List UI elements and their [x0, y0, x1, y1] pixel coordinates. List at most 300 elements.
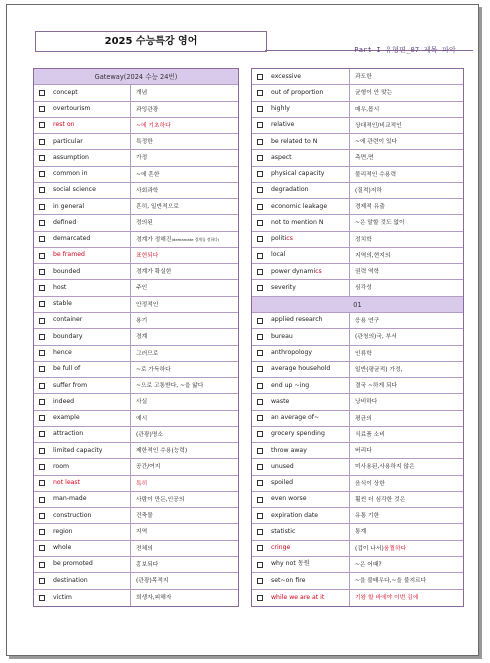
korean-meaning-cell: [131, 590, 171, 606]
english-term: attraction: [53, 430, 84, 438]
right-table-row: [252, 85, 463, 101]
korean-meaning-cell: [131, 573, 169, 588]
checkbox-icon[interactable]: [39, 578, 45, 584]
checkbox-icon[interactable]: [39, 497, 45, 503]
korean-meaning: 정의된: [136, 220, 153, 227]
checkbox-icon[interactable]: [257, 480, 263, 486]
checkbox-icon[interactable]: [257, 350, 263, 356]
english-term-cell: [34, 459, 131, 474]
korean-meaning: 식료품 소비: [355, 431, 385, 438]
highlight-text: cs: [286, 235, 293, 243]
left-table-row: [34, 150, 238, 166]
english-term: economic leakage: [271, 202, 328, 210]
left-table-row: [34, 167, 238, 183]
korean-meaning: 측면,면: [355, 155, 374, 162]
checkbox-icon[interactable]: [257, 74, 263, 80]
vocab-table-right: [251, 68, 464, 607]
left-table-row: [34, 102, 238, 118]
english-term-cell: [34, 541, 131, 556]
checkbox-icon[interactable]: [39, 155, 45, 161]
english-term: concept: [53, 88, 78, 96]
checkbox-icon[interactable]: [39, 529, 45, 535]
english-term-cell: [252, 167, 350, 182]
korean-meaning-cell: [350, 248, 390, 263]
english-term: why not 동원: [271, 560, 310, 568]
korean-meaning-cell: [350, 264, 379, 279]
korean-meaning-cell: [131, 280, 147, 295]
english-term-cell: [252, 264, 350, 279]
english-term-cell: [252, 85, 350, 100]
checkbox-icon[interactable]: [39, 431, 45, 437]
korean-meaning-cell: [131, 394, 147, 409]
checkbox-icon[interactable]: [257, 448, 263, 454]
korean-meaning-cell: [131, 329, 147, 344]
korean-meaning-cell: [350, 378, 397, 393]
korean-meaning: 희생자,피해자: [136, 594, 172, 601]
korean-meaning-cell: [350, 573, 426, 588]
korean-meaning: 가정: [136, 155, 148, 162]
left-table-row: [34, 183, 238, 199]
checkbox-icon[interactable]: [257, 415, 263, 421]
english-term: example: [53, 414, 80, 422]
part-label: Part I 유형편_07 제목 파악: [354, 46, 456, 54]
english-term: excessive: [271, 72, 302, 80]
english-term: anthropology: [271, 349, 313, 357]
checkbox-icon[interactable]: [39, 513, 45, 519]
english-term-cell: [34, 524, 131, 539]
checkbox-icon[interactable]: [39, 448, 45, 454]
right-table-row: [252, 459, 463, 475]
highlight-text: cs: [315, 267, 322, 275]
english-term: while we are at it: [271, 593, 325, 601]
english-term-cell: [252, 590, 350, 606]
checkbox-icon[interactable]: [257, 595, 263, 601]
korean-meaning: 유통 기한: [355, 513, 380, 520]
korean-meaning: 응용 연구: [355, 317, 380, 324]
english-term-cell: [34, 232, 131, 247]
korean-meaning: 경제적 유출: [355, 204, 385, 211]
english-term: applied research: [271, 316, 323, 324]
korean-meaning-cell: [350, 183, 382, 198]
english-term: power dynamics: [271, 267, 322, 275]
checkbox-icon[interactable]: [257, 269, 263, 275]
korean-meaning: 건축물: [136, 513, 153, 520]
checkbox-icon[interactable]: [257, 122, 263, 128]
english-term-cell: [252, 199, 350, 214]
english-term: spoiled: [271, 479, 294, 487]
right-table-row: [252, 215, 463, 231]
korean-meaning: 전체의: [136, 545, 153, 552]
korean-meaning-cell: [350, 313, 379, 328]
korean-meaning: ~에 흔한: [136, 171, 160, 178]
korean-meaning: 버리다: [355, 448, 372, 455]
english-term-cell: [34, 346, 131, 361]
highlight-text: 움찔하다: [383, 545, 407, 552]
checkbox-icon[interactable]: [39, 350, 45, 356]
korean-meaning: 사람이 만든,인공의: [136, 496, 185, 503]
vocab-table-left: [33, 68, 239, 607]
english-term-cell: [34, 102, 131, 117]
english-term: aspect: [271, 153, 292, 161]
english-term: throw away: [271, 446, 307, 454]
right-table-row: [252, 280, 463, 296]
right-table-row: [252, 329, 463, 345]
korean-meaning-cell: [131, 232, 219, 247]
english-term-cell: [34, 362, 131, 377]
checkbox-icon[interactable]: [257, 578, 263, 584]
korean-meaning-cell: [131, 248, 158, 263]
korean-meaning-cell: [131, 134, 153, 149]
korean-meaning-cell: [350, 411, 372, 426]
checkbox-icon[interactable]: [39, 480, 45, 486]
checkbox-icon[interactable]: [257, 253, 263, 259]
korean-meaning-cell: [131, 492, 184, 507]
korean-meaning: 권력 역학: [355, 269, 380, 276]
english-term: whole: [53, 544, 72, 552]
left-table-row: [34, 313, 238, 329]
korean-meaning-cell: [350, 134, 397, 149]
checkbox-icon[interactable]: [257, 334, 263, 340]
english-term: suffer from: [53, 381, 88, 389]
english-term: social science: [53, 186, 96, 194]
english-term: in general: [53, 202, 85, 210]
korean-meaning-cell: [350, 443, 372, 458]
left-table-row: [34, 508, 238, 524]
korean-meaning: ~은 어때?: [355, 561, 382, 568]
korean-meaning: 통계: [355, 529, 367, 536]
english-term-cell: [34, 492, 131, 507]
right-table-row: [252, 362, 463, 378]
english-term: not least: [53, 479, 81, 487]
korean-meaning: (관청의)국, 부서: [355, 334, 397, 341]
english-term: bureau: [271, 332, 293, 340]
checkbox-icon[interactable]: [39, 334, 45, 340]
checkbox-icon[interactable]: [257, 106, 263, 112]
checkbox-icon[interactable]: [39, 187, 45, 193]
korean-meaning: 심각성: [355, 285, 372, 292]
korean-meaning-cell: [131, 411, 147, 426]
korean-meaning-cell: [131, 378, 203, 393]
english-term: local: [271, 251, 286, 259]
english-term: unused: [271, 462, 294, 470]
checkbox-icon[interactable]: [39, 318, 45, 324]
table-header-01: 01: [252, 297, 463, 313]
korean-meaning-cell: [350, 508, 379, 523]
checkbox-icon[interactable]: [39, 301, 45, 307]
checkbox-icon[interactable]: [257, 366, 263, 372]
english-term: indeed: [53, 397, 75, 405]
korean-meaning: 특히: [136, 480, 148, 487]
english-term-cell: [34, 280, 131, 295]
english-term: assumption: [53, 153, 89, 161]
english-term-cell: [252, 69, 350, 84]
english-term-cell: [34, 134, 131, 149]
korean-meaning-cell: [350, 459, 415, 474]
right-table-row: [252, 378, 463, 394]
english-term-cell: [252, 411, 350, 426]
korean-meaning-cell: [131, 102, 158, 117]
korean-meaning-cell: [131, 167, 160, 182]
korean-meaning: 경계: [136, 334, 148, 341]
checkbox-icon[interactable]: [39, 220, 45, 226]
right-table-row: [252, 443, 463, 459]
right-table-row: [252, 118, 463, 134]
right-table-row: [252, 557, 463, 573]
english-term: even worse: [271, 495, 307, 503]
korean-meaning-cell: [131, 524, 147, 539]
right-table-row: [252, 102, 463, 118]
checkbox-icon[interactable]: [257, 513, 263, 519]
english-term-cell: [252, 508, 350, 523]
korean-meaning: 그러므로: [136, 350, 159, 357]
checkbox-icon[interactable]: [257, 399, 263, 405]
korean-meaning: 개념: [136, 90, 148, 97]
left-table-row: [34, 394, 238, 410]
checkbox-icon[interactable]: [257, 139, 263, 145]
left-table-row: [34, 346, 238, 362]
table-header-gateway: Gateway(2024 수능 24번): [34, 69, 238, 85]
korean-meaning-cell: [350, 590, 418, 606]
english-term: particular: [53, 137, 83, 145]
english-term: overtourism: [53, 105, 91, 113]
english-term-cell: [252, 102, 350, 117]
page-title: 2025 수능특강 영어: [35, 31, 267, 52]
english-term-cell: [34, 199, 131, 214]
english-term-cell: [34, 378, 131, 393]
checkbox-icon[interactable]: [257, 383, 263, 389]
checkbox-icon[interactable]: [257, 529, 263, 535]
english-term-cell: [252, 443, 350, 458]
korean-meaning-cell: [350, 199, 385, 214]
english-term: not to mention N: [271, 218, 324, 226]
korean-meaning: 흔히, 일반적으로: [136, 204, 179, 211]
english-term-cell: [34, 411, 131, 426]
korean-meaning-cell: [350, 232, 372, 247]
checkbox-icon[interactable]: [39, 139, 45, 145]
checkbox-icon[interactable]: [257, 171, 263, 177]
korean-meaning: 지역의,현지의: [355, 252, 391, 259]
checkbox-icon[interactable]: [257, 318, 263, 324]
english-term-cell: [252, 524, 350, 539]
checkbox-icon[interactable]: [39, 90, 45, 96]
checkbox-icon[interactable]: [257, 431, 263, 437]
right-table-row: [252, 411, 463, 427]
korean-meaning-cell: [131, 508, 153, 523]
korean-meaning: 음식이 상한: [355, 480, 385, 487]
right-table-row: [252, 167, 463, 183]
right-table-row: [252, 492, 463, 508]
english-term-cell: [252, 232, 350, 247]
korean-meaning-cell: [131, 215, 153, 230]
checkbox-icon[interactable]: [39, 545, 45, 551]
english-term-cell: [34, 215, 131, 230]
checkbox-icon[interactable]: [39, 366, 45, 372]
right-table-row: [252, 264, 463, 280]
left-table-row: [34, 248, 238, 264]
english-term: politics: [271, 235, 293, 243]
checkbox-icon[interactable]: [39, 204, 45, 210]
english-term: destination: [53, 576, 88, 584]
english-term-cell: [252, 280, 350, 295]
korean-meaning-cell: [350, 69, 372, 84]
korean-meaning: 특정한: [136, 139, 153, 146]
korean-meaning: 사회과학: [136, 187, 159, 194]
english-term-cell: [252, 541, 350, 556]
korean-meaning: 예시: [136, 415, 148, 422]
english-term: grocery spending: [271, 430, 325, 438]
korean-meaning-cell: [350, 476, 385, 491]
korean-meaning-cell: [131, 557, 158, 572]
left-table-row: [34, 118, 238, 134]
right-table-row: [252, 541, 463, 557]
checkbox-icon[interactable]: [257, 497, 263, 503]
checkbox-icon[interactable]: [39, 106, 45, 112]
korean-meaning: 상대적인/비교적인: [355, 122, 402, 129]
left-table-row: [34, 557, 238, 573]
checkbox-icon[interactable]: [39, 595, 45, 601]
english-term-cell: [252, 215, 350, 230]
right-table-row: [252, 183, 463, 199]
left-table-row: [34, 476, 238, 492]
checkbox-icon[interactable]: [257, 204, 263, 210]
left-table-row: [34, 215, 238, 231]
korean-meaning: 훨씬 더 심각한 것은: [355, 496, 406, 503]
checkbox-icon[interactable]: [39, 171, 45, 177]
korean-note: (demarcate 경계를 정하다): [171, 236, 220, 242]
english-term: demarcated: [53, 235, 91, 243]
korean-meaning-cell: [350, 280, 372, 295]
korean-meaning-cell: [131, 264, 171, 279]
english-term: defined: [53, 218, 77, 226]
checkbox-icon[interactable]: [39, 285, 45, 291]
english-term-cell: [252, 492, 350, 507]
korean-meaning-cell: [350, 167, 396, 182]
checkbox-icon[interactable]: [257, 220, 263, 226]
korean-meaning: ~로 가득하다: [136, 366, 171, 373]
english-term: be related to N: [271, 137, 318, 145]
korean-meaning: (질적)저하: [355, 187, 382, 194]
english-term-cell: [34, 297, 131, 312]
english-term-cell: [34, 329, 131, 344]
korean-meaning-cell: [131, 427, 163, 442]
english-term: be promoted: [53, 560, 93, 568]
english-term: degradation: [271, 186, 309, 194]
checkbox-icon[interactable]: [257, 90, 263, 96]
left-table-row: [34, 411, 238, 427]
english-term-cell: [34, 394, 131, 409]
left-table-row: [34, 590, 238, 606]
english-term-cell: [252, 573, 350, 588]
korean-meaning: 미사용된,사용하지 않은: [355, 464, 415, 471]
english-term-cell: [34, 557, 131, 572]
left-table-row: [34, 427, 238, 443]
korean-meaning: 균형이 안 맞는: [355, 90, 393, 97]
korean-meaning: 표현되다: [136, 252, 159, 259]
english-term: victim: [53, 593, 72, 601]
checkbox-icon[interactable]: [257, 285, 263, 291]
korean-meaning-cell: [131, 199, 179, 214]
english-term: cringe: [271, 544, 291, 552]
checkbox-icon[interactable]: [257, 464, 263, 470]
right-table-row: [252, 590, 463, 606]
left-table-row: [34, 459, 238, 475]
korean-meaning-cell: [350, 557, 382, 572]
korean-meaning-cell: [131, 150, 147, 165]
checkbox-icon[interactable]: [257, 562, 263, 568]
left-table-row: [34, 492, 238, 508]
left-table-row: [34, 232, 238, 248]
korean-meaning: 매우,몹시: [355, 106, 380, 113]
right-table-row: [252, 150, 463, 166]
right-table-row: [252, 248, 463, 264]
checkbox-icon[interactable]: [39, 562, 45, 568]
left-table-row: [34, 264, 238, 280]
checkbox-icon[interactable]: [39, 269, 45, 275]
english-term: man-made: [53, 495, 87, 503]
korean-meaning: 평균의: [355, 415, 372, 422]
checkbox-icon[interactable]: [39, 122, 45, 128]
korean-meaning-cell: [131, 541, 153, 556]
english-term: bounded: [53, 267, 81, 275]
korean-meaning-cell: [350, 394, 377, 409]
english-term: out of proportion: [271, 88, 324, 96]
checkbox-icon[interactable]: [257, 545, 263, 551]
checkbox-icon[interactable]: [257, 155, 263, 161]
checkbox-icon[interactable]: [39, 464, 45, 470]
english-term-cell: [252, 118, 350, 133]
checkbox-icon[interactable]: [39, 236, 45, 242]
english-term-cell: [34, 508, 131, 523]
left-table-row: [34, 85, 238, 101]
english-term: waste: [271, 397, 290, 405]
english-term-cell: [252, 183, 350, 198]
left-table-row: [34, 541, 238, 557]
english-term: stable: [53, 300, 72, 308]
right-table-row: [252, 476, 463, 492]
korean-meaning-cell: [131, 476, 147, 491]
checkbox-icon[interactable]: [257, 187, 263, 193]
korean-meaning-cell: [131, 118, 171, 133]
left-table-row: [34, 329, 238, 345]
korean-meaning: 낭비하다: [355, 399, 378, 406]
english-term: relative: [271, 121, 295, 129]
english-term-cell: [34, 590, 131, 606]
korean-meaning-cell: [131, 362, 171, 377]
left-table-row: [34, 443, 238, 459]
korean-meaning: 과도한: [355, 74, 372, 80]
checkbox-icon[interactable]: [39, 415, 45, 421]
english-term-cell: [34, 573, 131, 588]
english-term: be framed: [53, 251, 85, 259]
korean-meaning-cell: [350, 150, 374, 165]
korean-meaning: ~을 불태우다,~을 불지르다: [355, 578, 427, 585]
english-term: physical capacity: [271, 170, 325, 178]
korean-meaning-cell: [350, 541, 406, 556]
korean-meaning: ~은 말할 것도 없이: [355, 220, 405, 227]
checkbox-icon[interactable]: [39, 383, 45, 389]
english-term-cell: [252, 346, 350, 361]
english-term: be full of: [53, 365, 81, 373]
english-term-cell: [252, 557, 350, 572]
left-table-row: [34, 524, 238, 540]
korean-meaning-cell: [131, 183, 158, 198]
checkbox-icon[interactable]: [257, 236, 263, 242]
english-term-cell: [252, 476, 350, 491]
checkbox-icon[interactable]: [39, 253, 45, 259]
checkbox-icon[interactable]: [39, 399, 45, 405]
korean-meaning-cell: [350, 329, 397, 344]
left-table-row: [34, 134, 238, 150]
